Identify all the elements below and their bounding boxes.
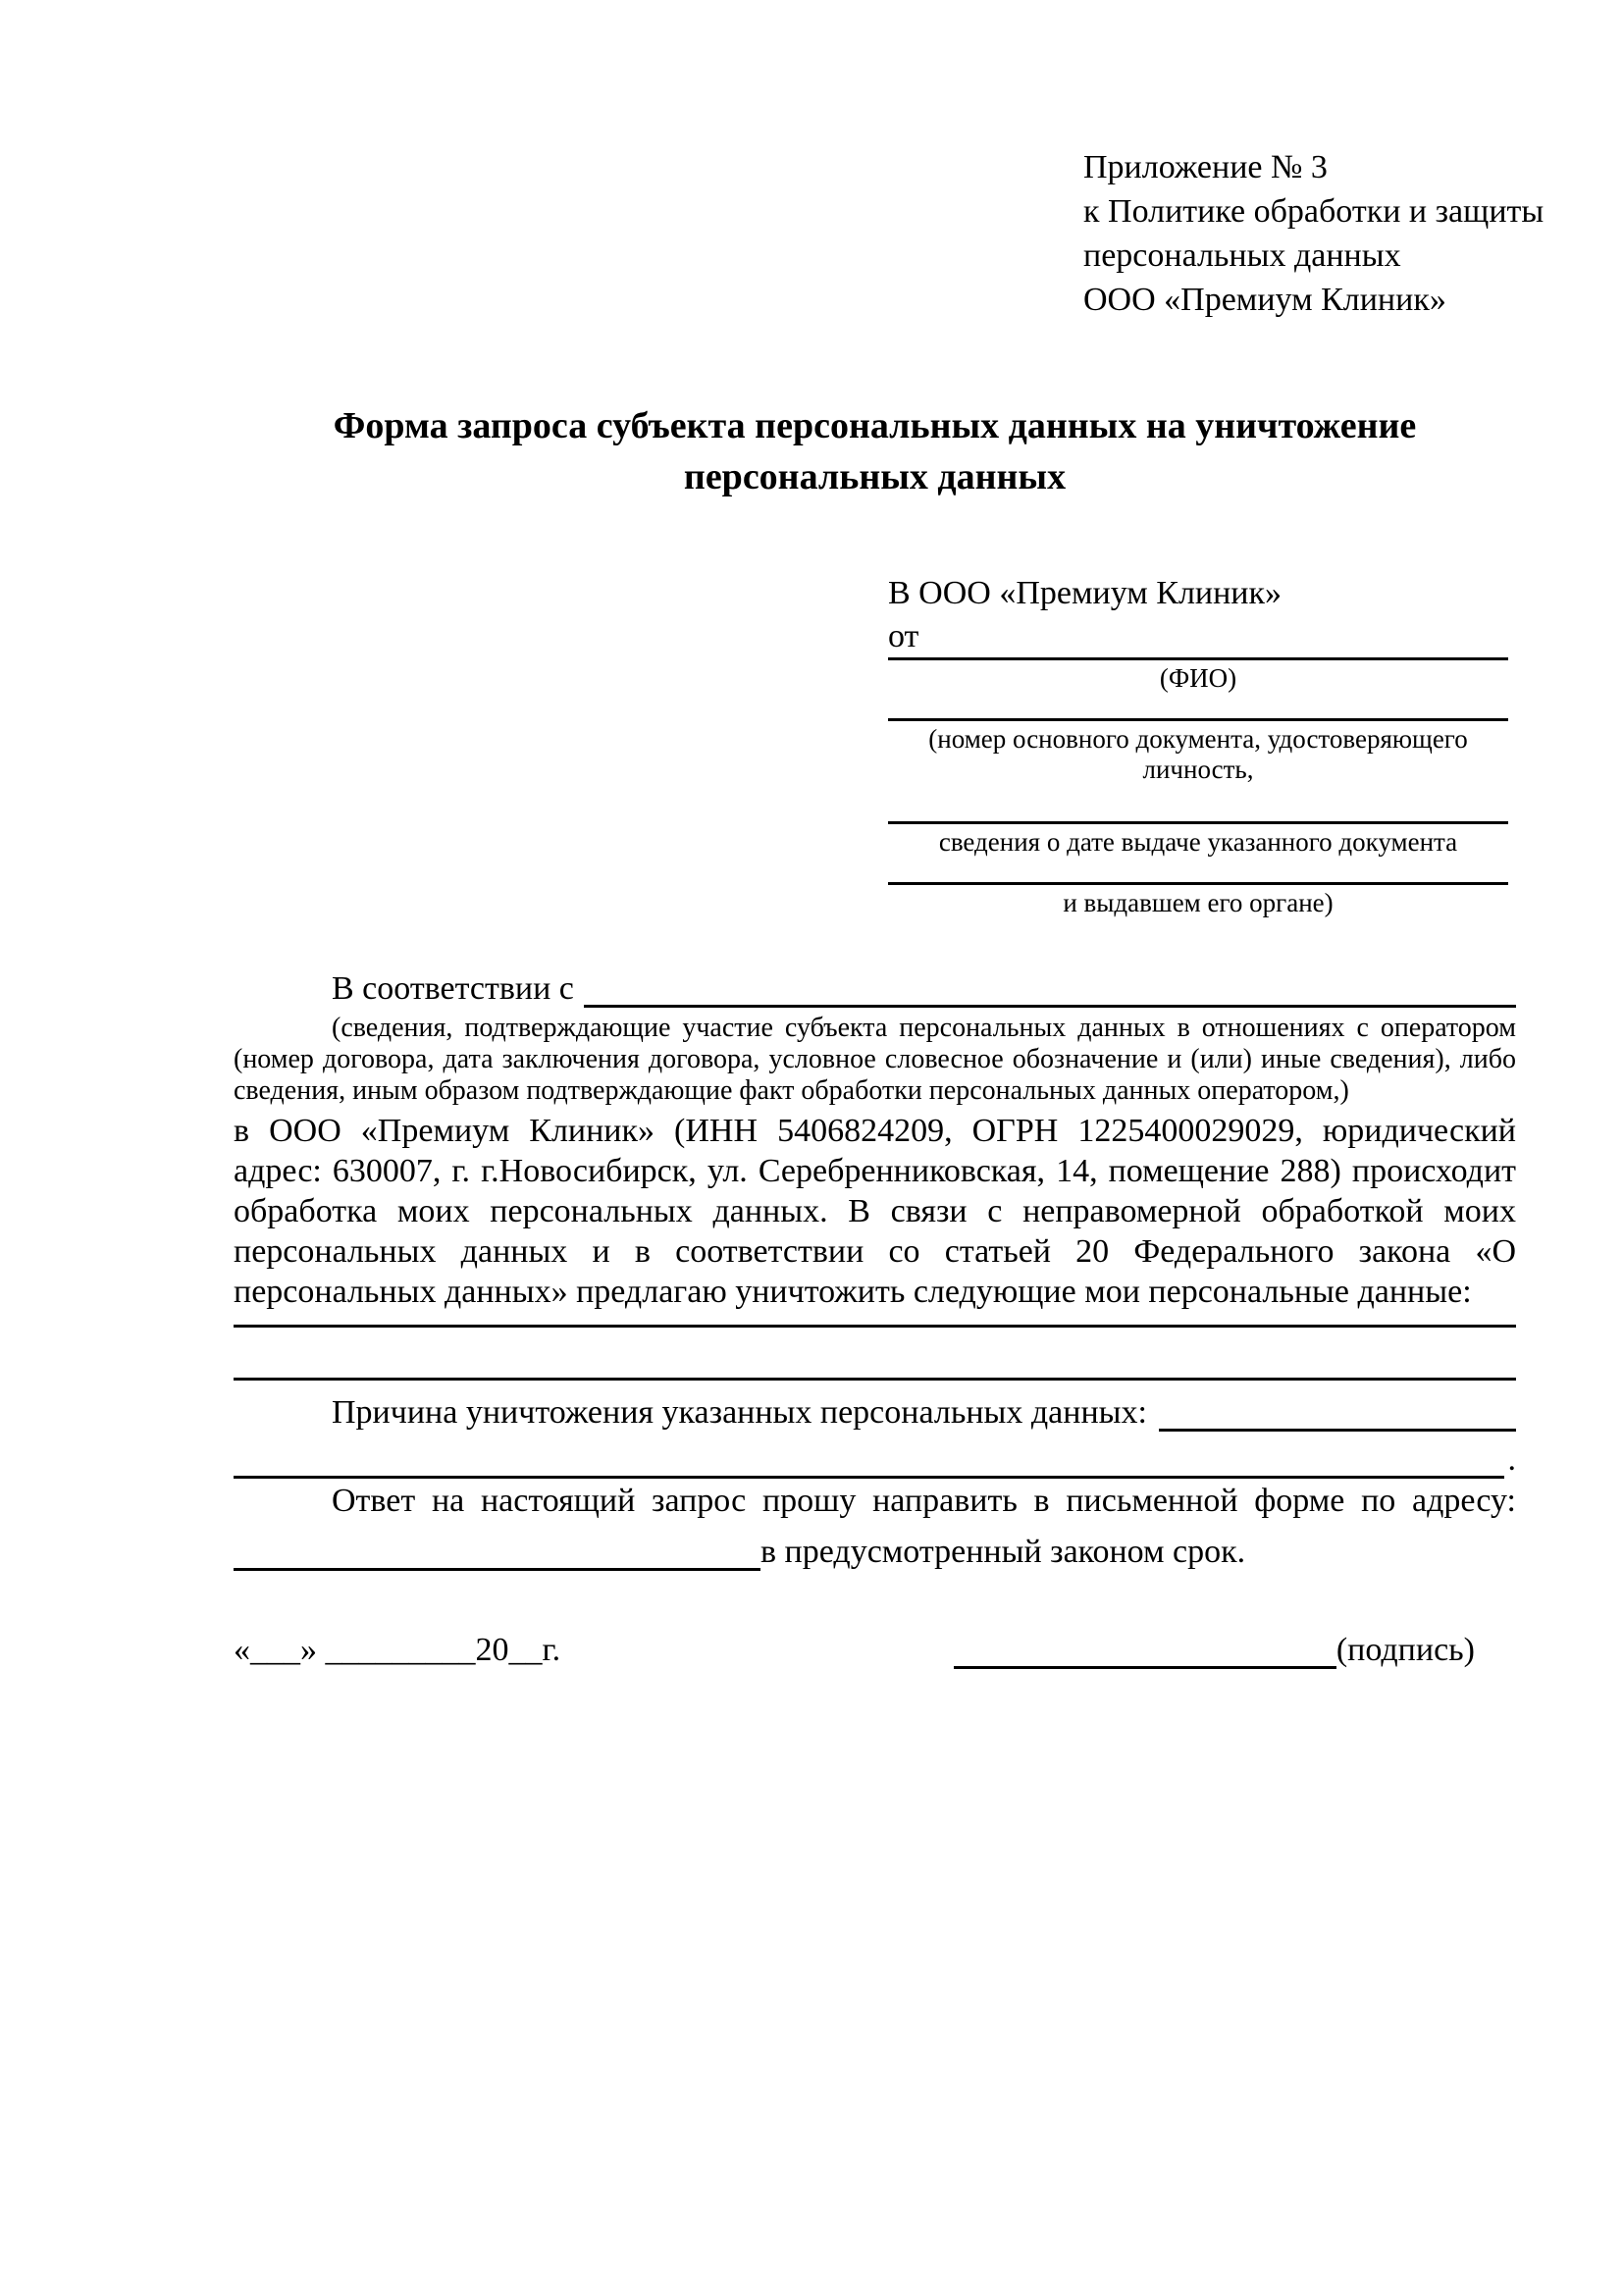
- addressee-from-label: от: [888, 616, 1508, 660]
- reason-fill-line-2[interactable]: [234, 1432, 1504, 1479]
- reason-line: [234, 1381, 1516, 1432]
- appendix-header-line: ООО «Премиум Клиник»: [1083, 282, 1446, 318]
- date-signature-row: [234, 1622, 1516, 1669]
- reason-fill-line[interactable]: [1159, 1381, 1516, 1432]
- addressee-block: [888, 571, 1508, 918]
- reason-label: Причина уничтожения указанных персональных данных:: [332, 1394, 1147, 1431]
- reason-continuation-line: [234, 1432, 1516, 1479]
- signature-line[interactable]: [954, 1622, 1336, 1669]
- main-paragraph: в ООО «Премиум Клиник» (ИНН 5406824209, ОГРН 1225400029029, юридический адрес: 630007, г. г.Новосибирск, ул. Серебренниковская, 14, помещение 288) происходит обработка моих персональных данных. В связи с неправомерной обработкой моих персональных данных и в соответствии со статьей 20 Федерального закона «О персональных данных» предлагаю уничтожить следующие мои персональные данные:: [234, 1113, 1516, 1310]
- reason-period: .: [1507, 1441, 1516, 1478]
- accordance-line: [234, 963, 1516, 1008]
- response-tail-line: [234, 1524, 1516, 1571]
- request-body: [234, 963, 1516, 1571]
- explanation-note: (сведения, подтверждающие участие субъекта персональных данных в отношениях с оператором (номер договора, дата заключения договора, условное словесное обозначение и (или) иные сведения), либо сведения, иным образом подтверждающие факт обработки персональных данных оператором,): [234, 1013, 1516, 1106]
- document-title: Форма запроса субъекта персональных данных на уничтожение персональных данных: [333, 405, 1417, 497]
- response-tail: в предусмотренный законом срок.: [760, 1534, 1246, 1570]
- appendix-header: [1083, 0, 1623, 322]
- id-document-caption: (номер основного документа, удостоверяющего личность,: [928, 724, 1468, 784]
- issue-date-caption: сведения о дате выдаче указанного документа: [938, 827, 1458, 857]
- appendix-header-line: персональных данных: [1083, 237, 1401, 274]
- personal-data-fill-line-1[interactable]: [234, 1312, 1516, 1328]
- personal-data-fill-line-2[interactable]: [234, 1328, 1516, 1381]
- response-request-line: Ответ на настоящий запрос прошу направить в письменной форме по адресу:: [332, 1483, 1516, 1519]
- accordance-fill-line[interactable]: [584, 963, 1516, 1008]
- address-fill-line[interactable]: [234, 1524, 760, 1571]
- issuing-authority-fill-line[interactable]: [888, 858, 1508, 885]
- date-placeholder[interactable]: «___» _________20__г.: [234, 1632, 561, 1668]
- issue-date-fill-line[interactable]: [888, 785, 1508, 824]
- addressee-organization: В ООО «Премиум Клиник»: [888, 575, 1283, 611]
- id-document-fill-line[interactable]: [888, 694, 1508, 721]
- issuing-authority-caption: и выдавшем его органе): [1063, 888, 1334, 917]
- signature-caption: (подпись): [1335, 1632, 1475, 1668]
- signature-group: [954, 1622, 1475, 1669]
- accordance-label: В соответствии с: [332, 970, 574, 1007]
- fio-caption: (ФИО): [1159, 663, 1237, 693]
- appendix-header-line: Приложение № 3: [1083, 149, 1328, 185]
- appendix-header-line: к Политике обработки и защиты: [1083, 193, 1544, 230]
